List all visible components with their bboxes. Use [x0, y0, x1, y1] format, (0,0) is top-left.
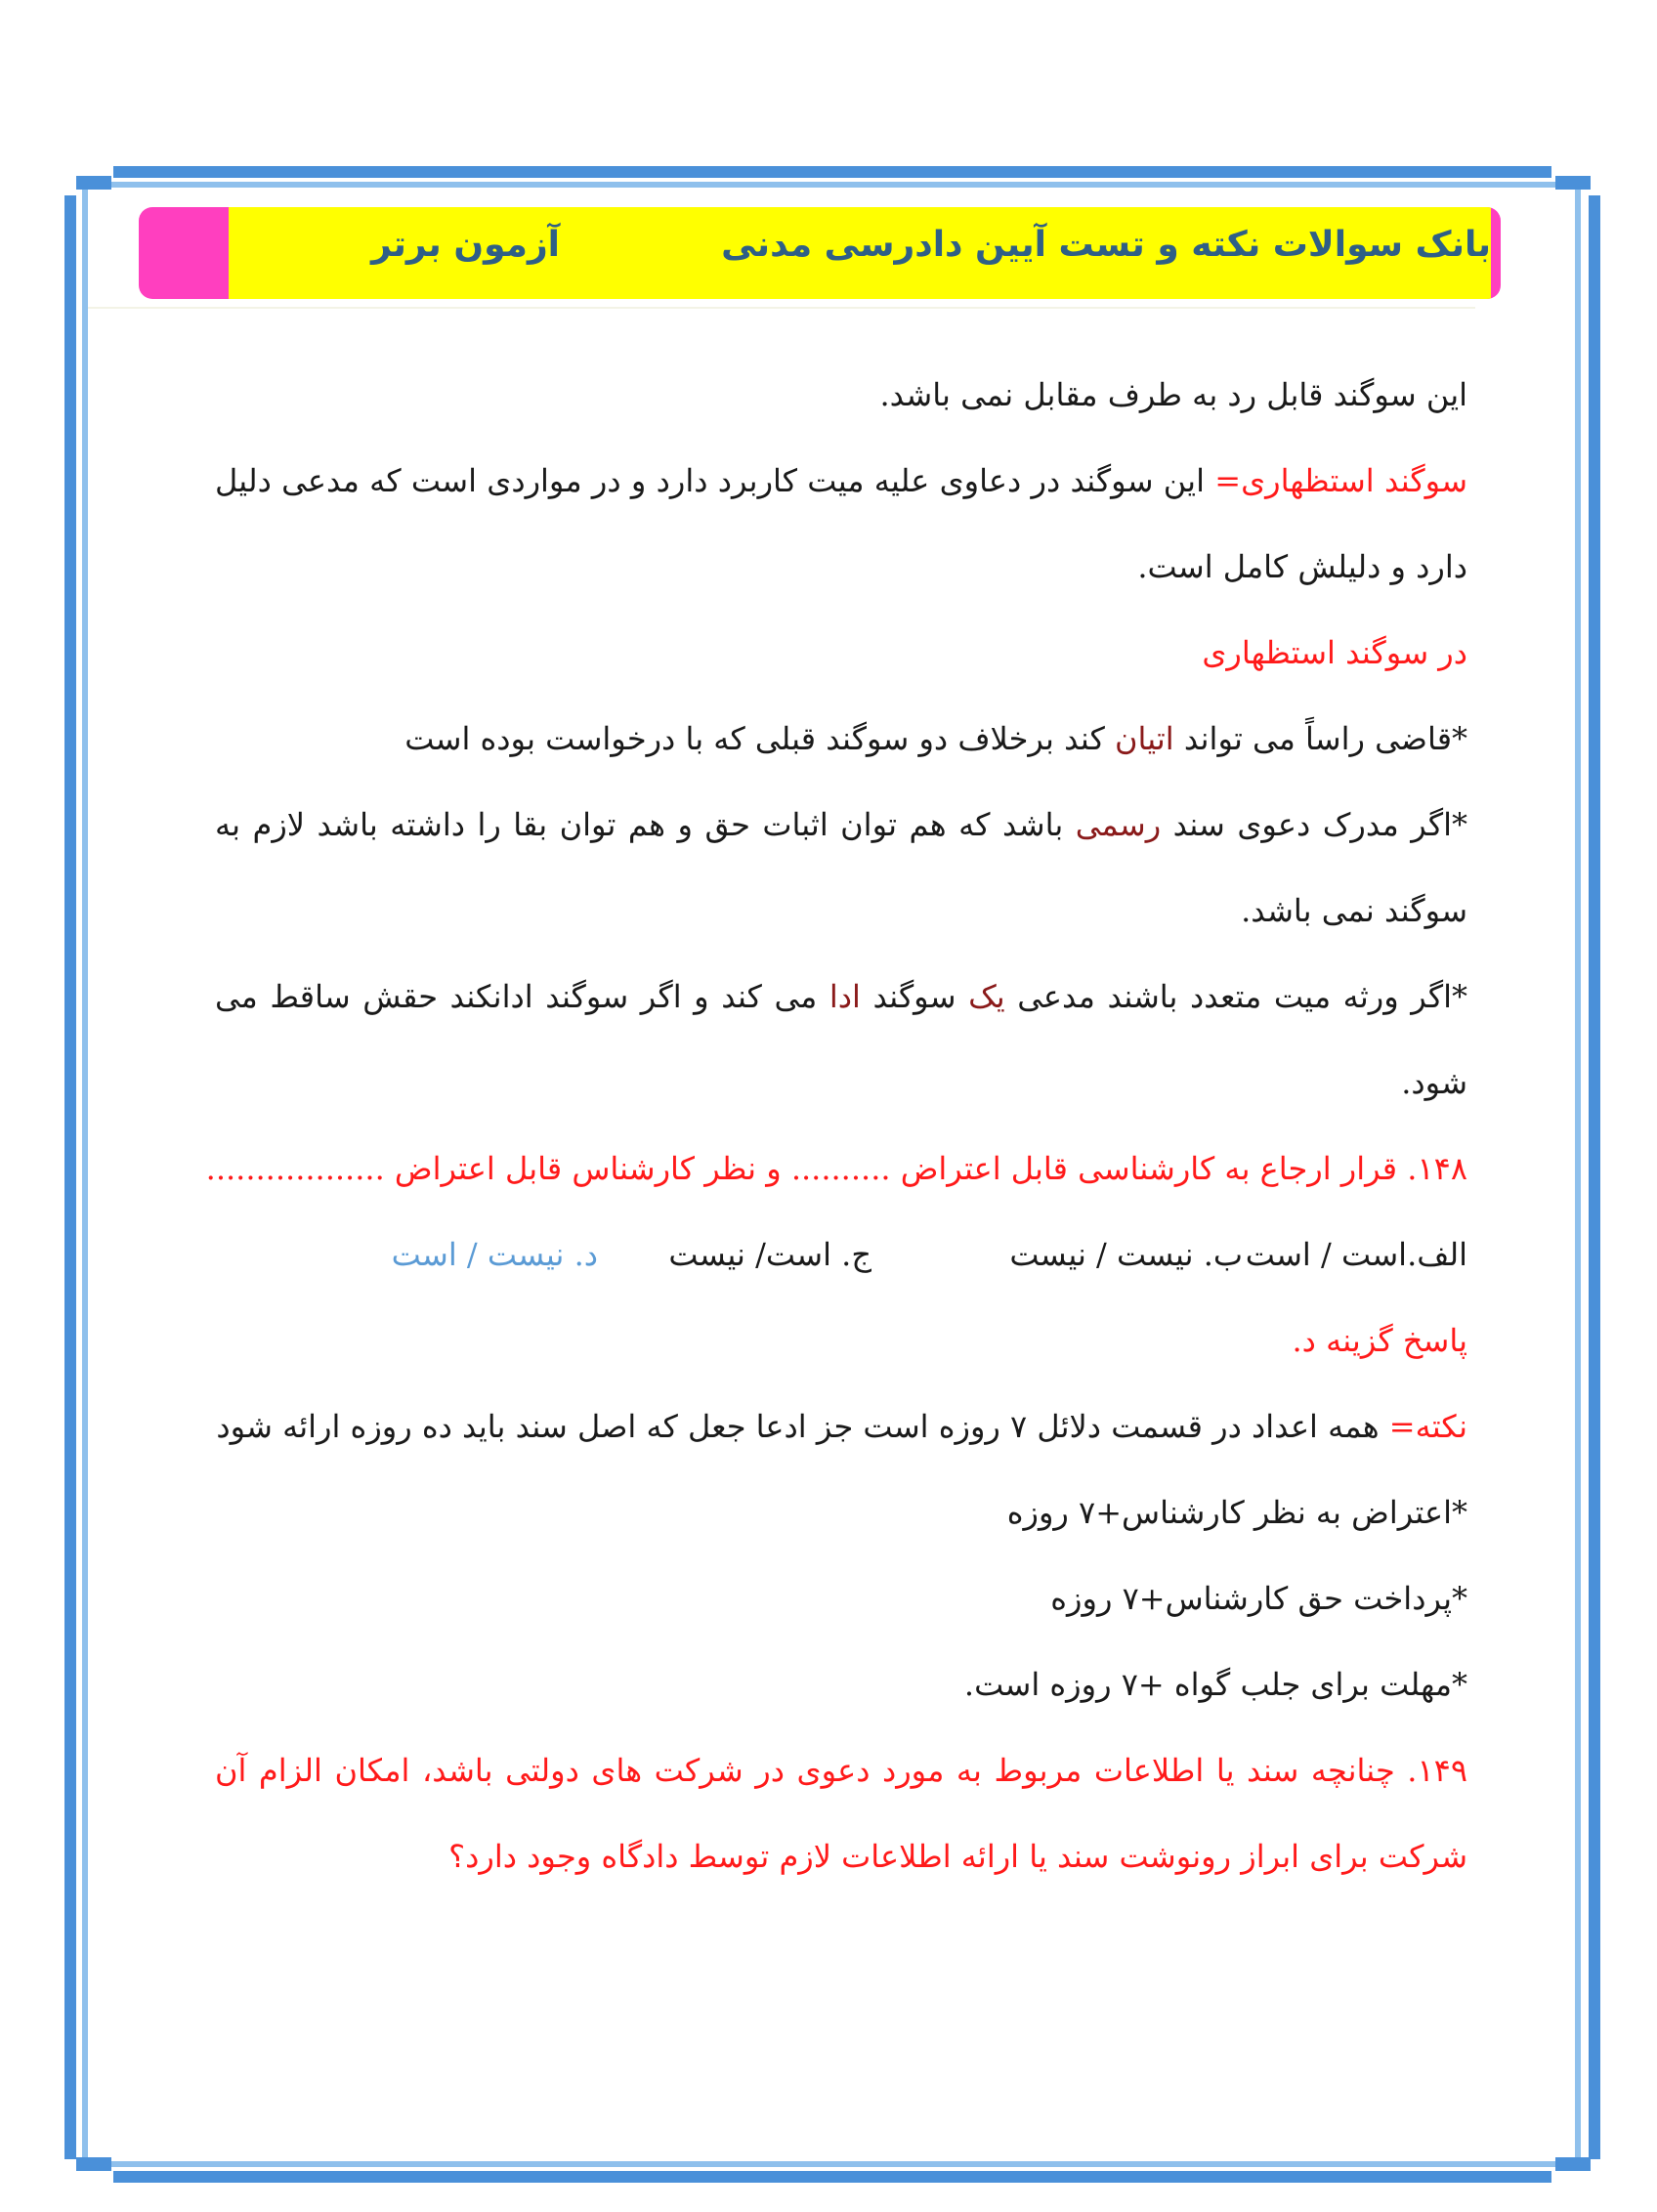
header-brand: آزمون برتر	[371, 225, 561, 265]
header-band	[229, 207, 1491, 299]
frame-bottom	[113, 2171, 1551, 2183]
note-deadlines: نکته= همه اعداد در قسمت دلائل ۷ روزه است جز ادعا جعل که اصل سند باید ده روزه ارائه شود	[216, 1408, 1467, 1445]
options-148	[215, 1212, 1467, 1297]
highlight-word: اتیان	[1114, 720, 1174, 757]
header-title: بانک سوالات نکته و تست آیین دادرسی مدنی	[721, 225, 1491, 265]
highlight-word: یک	[968, 978, 1005, 1015]
note-item-expert-fee: *پرداخت حق کارشناس+۷ روزه	[1050, 1580, 1467, 1617]
bullet-multiple-heirs: *اگر ورثه میت متعدد باشند مدعی یک سوگند ادا می کند و اگر سوگند ادانکند حقش ساقط می شود.	[215, 978, 1468, 1101]
highlight-word: ادا	[828, 978, 861, 1015]
term-istizhari: سوگند استظهاری=	[1214, 462, 1468, 499]
frame-bottom-inner	[94, 2161, 1571, 2167]
page-content	[205, 352, 1468, 1899]
header-divider	[88, 307, 1475, 309]
note-item-objection: *اعتراض به نظر کارشناس+۷ روزه	[1006, 1494, 1467, 1531]
highlight-word: رسمی	[1075, 806, 1162, 843]
question-149: ۱۴۹. چنانچه سند یا اطلاعات مربوط به مورد دعوی در شرکت های دولتی باشد، امکان الزام آن شرکت برای ابراز رونوشت سند یا ارائه اطلاعات لازم توسط دادگاه وجود دارد؟	[215, 1752, 1467, 1875]
paragraph-istizhari-definition	[215, 438, 1467, 610]
frame-top-inner	[94, 182, 1571, 188]
frame-right-inner	[1575, 176, 1581, 2169]
note-item-witness: *مهلت برای جلب گواه +۷ روزه است.	[963, 1666, 1467, 1703]
paragraph-oath-not-returnable: این سوگند قابل رد به طرف مقابل نمی باشد.	[879, 376, 1467, 413]
header-banner	[139, 207, 1501, 299]
frame-top	[113, 166, 1551, 178]
bullet-official-document: *اگر مدرک دعوی سند رسمی باشد که هم توان اثبات حق و هم توان بقا را داشته باشد لازم به سوگند نمی باشد.	[215, 806, 1468, 929]
term-note: نکته=	[1388, 1408, 1467, 1445]
option-c: ج. است/ نیست	[668, 1236, 871, 1273]
frame-corner-bl	[76, 2157, 111, 2171]
frame-corner-br	[1555, 2157, 1591, 2171]
answer-148: پاسخ گزینه د.	[1292, 1322, 1467, 1359]
option-b: ب. نیست / نیست	[1009, 1236, 1243, 1273]
option-d: د. نیست / است	[391, 1236, 598, 1273]
frame-corner-tl	[76, 176, 111, 190]
subheading-istizhari: در سوگند استظهاری	[1202, 634, 1467, 671]
option-a: الف.است / است	[1245, 1236, 1467, 1273]
frame-left-inner	[82, 176, 88, 2169]
definition-text: این سوگند در دعاوی علیه میت کاربرد دارد و در مواردی است که مدعی دلیل دارد و دلیلش کامل است.	[215, 462, 1467, 585]
frame-corner-tr	[1555, 176, 1591, 190]
frame-right	[1589, 195, 1600, 2159]
bullet-judge-may-administer: *قاضی راساً می تواند اتیان کند برخلاف دو سوگند قبلی که با درخواست بوده است	[404, 720, 1467, 757]
question-148: ۱۴۸. قرار ارجاع به کارشناسی قابل اعتراض .......... و نظر کارشناس قابل اعتراض ..................	[205, 1150, 1467, 1187]
frame-left	[64, 195, 76, 2159]
